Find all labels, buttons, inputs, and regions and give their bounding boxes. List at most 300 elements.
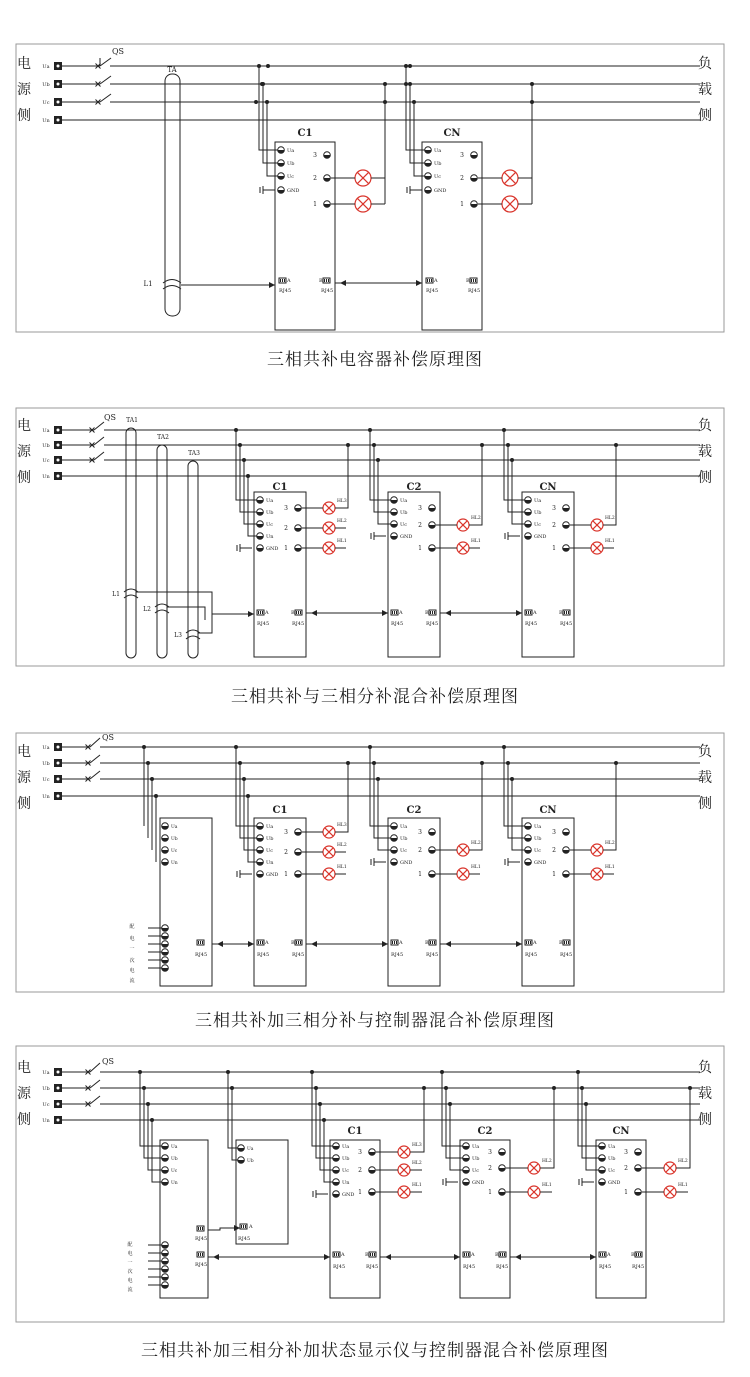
rj-label: B: [495, 1252, 499, 1258]
switch-blade: [90, 1096, 100, 1104]
qs-label: QS: [103, 413, 117, 422]
output-terminal: [429, 829, 436, 836]
junction-dot: [242, 458, 246, 462]
indicator-lamp-icon: [528, 1186, 540, 1198]
output-number: 1: [552, 545, 556, 552]
terminal-label: GND: [266, 872, 279, 878]
output-number: 2: [624, 1165, 628, 1172]
rj-label: RJ45: [257, 952, 270, 958]
controller-ct-terminal: [162, 1242, 169, 1249]
rj-label: RJ45: [391, 952, 404, 958]
output-number: 2: [552, 522, 556, 529]
output-number: 2: [552, 847, 556, 854]
capacitor-unit-box: [522, 818, 574, 986]
indicator-lamp-icon: [502, 170, 518, 186]
output-number: 3: [460, 152, 464, 159]
source-side-label: 源: [17, 444, 31, 460]
terminal-ub: [425, 160, 432, 167]
indicator-lamp-icon: [398, 1146, 410, 1158]
ct-label: TA1: [126, 417, 138, 424]
terminal-ua: [257, 497, 264, 504]
rj-label: RJ45: [195, 1262, 208, 1268]
lamp-label: HL3: [337, 823, 347, 828]
output-terminal: [563, 871, 570, 878]
terminal-label: Un: [266, 534, 274, 540]
switch-blade: [90, 755, 100, 763]
terminal-label: GND: [342, 1192, 355, 1198]
terminal-ub: [525, 835, 532, 842]
phase-label: Un: [42, 794, 50, 800]
wire: [228, 1072, 238, 1148]
source-side-label: 源: [17, 1086, 31, 1102]
bus-terminal-dot: [57, 762, 60, 765]
junction-dot: [480, 443, 484, 447]
junction-dot: [372, 761, 376, 765]
junction-dot: [260, 82, 264, 86]
terminal-label: Ua: [247, 1147, 254, 1152]
output-number: 2: [418, 847, 422, 854]
rj-label: RJ45: [560, 952, 573, 958]
junction-dot: [448, 1102, 452, 1106]
rj-label: RJ45: [333, 1264, 346, 1270]
arrow-head-icon: [269, 282, 275, 288]
terminal-un: [257, 533, 264, 540]
rj-label: B: [559, 940, 563, 946]
output-number: 1: [418, 545, 422, 552]
rj-label: RJ45: [525, 621, 538, 627]
rj-label: A: [399, 940, 403, 946]
phase-label: Ua: [42, 428, 50, 434]
terminal-label: Uc: [287, 174, 295, 180]
output-terminal: [324, 152, 331, 159]
bus-terminal-dot: [57, 83, 60, 86]
rj-label: A: [399, 610, 403, 616]
wire: [259, 66, 278, 150]
junction-dot: [444, 1086, 448, 1090]
junction-dot: [318, 1102, 322, 1106]
indicator-lamp-icon: [323, 826, 335, 838]
terminal-gnd: [278, 187, 285, 194]
output-terminal: [429, 545, 436, 552]
junction-dot: [614, 761, 618, 765]
terminal-label: GND: [608, 1180, 621, 1186]
junction-dot: [376, 458, 380, 462]
junction-dot: [230, 1086, 234, 1090]
terminal-ua: [525, 497, 532, 504]
terminal-uc: [278, 173, 285, 180]
terminal-un: [257, 859, 264, 866]
output-number: 3: [284, 829, 288, 836]
arrow-head-icon: [445, 941, 451, 947]
unit-name: CN: [443, 128, 461, 139]
arrow-head-icon: [515, 1254, 521, 1260]
terminal-label: Uc: [171, 849, 178, 854]
junction-dot: [242, 777, 246, 781]
junction-dot: [552, 1086, 556, 1090]
output-terminal: [295, 525, 302, 532]
ct-label: TA2: [157, 434, 169, 441]
terminal-gnd: [391, 859, 398, 866]
terminal-label: GND: [472, 1180, 485, 1186]
output-number: 1: [488, 1189, 492, 1196]
arrow-head-icon: [416, 280, 422, 286]
phase-label: Ub: [42, 443, 50, 449]
lamp-label: HL1: [337, 539, 347, 544]
terminal-label: Ub: [534, 836, 542, 842]
rj-label: A: [533, 940, 537, 946]
phase-label: Un: [42, 474, 50, 480]
load-side-label: 载: [698, 444, 712, 460]
terminal-label: Ub: [342, 1156, 350, 1162]
arrow-head-icon: [248, 941, 254, 947]
load-side-label: 负: [698, 1060, 712, 1076]
wire: [406, 66, 425, 150]
unit-name: CN: [539, 482, 557, 493]
wire: [450, 1104, 463, 1170]
rj-label: RJ45: [426, 952, 439, 958]
indicator-lamp-icon: [457, 868, 469, 880]
arrow-head-icon: [213, 1254, 219, 1260]
junction-dot: [146, 1102, 150, 1106]
rj-label: RJ45: [366, 1264, 379, 1270]
junction-dot: [408, 64, 412, 68]
ct-label: L1: [112, 591, 120, 598]
lamp-label: HL2: [471, 841, 481, 846]
junction-dot: [234, 428, 238, 432]
terminal-uc: [391, 847, 398, 854]
controller-ct-terminal: [162, 949, 169, 956]
output-number: 1: [284, 871, 288, 878]
ct-tube: [188, 461, 198, 658]
controller-ct-terminal: [162, 965, 169, 972]
rj-label: A: [471, 1252, 475, 1258]
terminal-un: [333, 1179, 340, 1186]
terminal-label: Uc: [266, 522, 274, 528]
ct-label: TA3: [188, 450, 200, 457]
output-terminal: [499, 1189, 506, 1196]
phase-label: Ua: [42, 745, 50, 751]
terminal-label: Uc: [400, 848, 408, 854]
capacitor-unit-box: [460, 1140, 510, 1298]
junction-dot: [372, 443, 376, 447]
junction-dot: [310, 1070, 314, 1074]
junction-dot: [346, 443, 350, 447]
junction-dot: [502, 745, 506, 749]
load-side-label: 侧: [698, 796, 712, 812]
terminal-ub: [333, 1155, 340, 1162]
bus-terminal-dot: [57, 101, 60, 104]
phase-label: Uc: [42, 1102, 50, 1108]
capacitor-unit-box: [330, 1140, 380, 1298]
rj-label: RJ45: [632, 1264, 645, 1270]
output-number: 1: [418, 871, 422, 878]
terminal-label: Ub: [534, 510, 542, 516]
unit-name: CN: [612, 1126, 630, 1137]
bus-terminal-dot: [57, 444, 60, 447]
wire: [248, 476, 257, 536]
qs-label: QS: [101, 1057, 115, 1066]
output-terminal: [563, 545, 570, 552]
rj-label: RJ45: [525, 952, 538, 958]
rj-label: B: [291, 610, 295, 616]
wire: [586, 1104, 599, 1170]
controller-terminal: [162, 1167, 169, 1174]
terminal-label: Ub: [472, 1156, 480, 1162]
junction-dot: [404, 82, 408, 86]
terminal-ub: [391, 509, 398, 516]
controller-terminal: [162, 847, 169, 854]
rj-label: B: [425, 610, 429, 616]
source-side-label: 源: [17, 770, 31, 786]
lamp-label: HL1: [678, 1183, 688, 1188]
switch-blade: [94, 452, 104, 460]
lamp-label: HL1: [542, 1183, 552, 1188]
output-terminal: [429, 505, 436, 512]
terminal-uc: [391, 521, 398, 528]
terminal-label: Uc: [608, 1168, 616, 1174]
output-terminal: [369, 1167, 376, 1174]
junction-dot: [506, 761, 510, 765]
terminal-label: Ua: [434, 148, 442, 154]
rj-label: A: [265, 610, 269, 616]
output-number: 3: [284, 505, 288, 512]
terminal-uc: [425, 173, 432, 180]
terminal-label: Un: [266, 860, 274, 866]
arrow-head-icon: [311, 610, 317, 616]
terminal-ub: [599, 1155, 606, 1162]
terminal-label: Ub: [434, 161, 442, 167]
rj-label: B: [365, 1252, 369, 1258]
junction-dot: [376, 777, 380, 781]
junction-dot: [422, 1086, 426, 1090]
terminal-label: GND: [266, 546, 279, 552]
lamp-label: HL3: [337, 499, 347, 504]
switch-blade: [100, 76, 111, 84]
source-side-label: 电: [17, 56, 31, 72]
terminal-label: Ua: [171, 825, 178, 830]
phase-label: Ua: [42, 64, 50, 70]
output-number: 2: [358, 1167, 362, 1174]
terminal-ua: [391, 823, 398, 830]
terminal-label: Un: [342, 1180, 350, 1186]
rj-label: A: [533, 610, 537, 616]
terminal-label: GND: [534, 860, 547, 866]
bus-terminal-dot: [57, 1119, 60, 1122]
output-terminal: [295, 505, 302, 512]
rj-label: A: [607, 1252, 611, 1258]
junction-dot: [246, 794, 250, 798]
output-terminal: [295, 849, 302, 856]
terminal-gnd: [463, 1179, 470, 1186]
indicator-lamp-icon: [591, 844, 603, 856]
bus-terminal-dot: [57, 1087, 60, 1090]
terminal-label: GND: [287, 188, 300, 194]
wire: [480, 763, 482, 850]
output-terminal: [499, 1149, 506, 1156]
controller-label: 一: [129, 946, 135, 952]
rj-label: A: [434, 278, 438, 284]
switch-blade: [90, 1080, 100, 1088]
load-side-label: 载: [698, 82, 712, 98]
rj-label: B: [291, 940, 295, 946]
controller-label: 一: [127, 1260, 133, 1266]
terminal-label: Uc: [171, 1169, 178, 1174]
output-terminal: [429, 847, 436, 854]
controller-terminal: [162, 823, 169, 830]
indicator-lamp-icon: [398, 1164, 410, 1176]
wire: [144, 1088, 162, 1158]
terminal-label: GND: [534, 534, 547, 540]
bus-terminal-dot: [57, 746, 60, 749]
output-terminal: [499, 1165, 506, 1172]
phase-label: Uc: [42, 100, 50, 106]
junction-dot: [266, 64, 270, 68]
output-number: 2: [418, 522, 422, 529]
ct-tube: [126, 428, 136, 658]
wire: [410, 84, 425, 163]
wire: [552, 1088, 554, 1168]
controller-label: 次: [127, 1269, 133, 1275]
terminal-uc: [257, 847, 264, 854]
arrow-head-icon: [382, 941, 388, 947]
output-terminal: [471, 175, 478, 182]
terminal-label: Uc: [400, 522, 408, 528]
wire: [248, 796, 257, 862]
capacitor-unit-box: [388, 492, 440, 657]
controller-label: 次: [129, 958, 135, 964]
source-side-label: 侧: [17, 108, 31, 124]
indicator-lamp-icon: [323, 502, 335, 514]
output-terminal: [635, 1189, 642, 1196]
source-side-label: 电: [17, 418, 31, 434]
ct-label: L2: [143, 606, 151, 613]
lamp-label: HL2: [678, 1159, 688, 1164]
junction-dot: [150, 777, 154, 781]
controller-ct-terminal: [162, 941, 169, 948]
output-number: 1: [284, 545, 288, 552]
junction-dot: [688, 1086, 692, 1090]
arrow-head-icon: [382, 610, 388, 616]
source-side-label: 源: [17, 82, 31, 98]
capacitor-unit-box: [254, 818, 306, 986]
arrow-head-icon: [324, 1254, 330, 1260]
junction-dot: [238, 761, 242, 765]
rj-label: RJ45: [599, 1264, 612, 1270]
terminal-label: GND: [400, 860, 413, 866]
unit-name: C1: [297, 128, 313, 139]
lamp-label: HL2: [605, 516, 615, 521]
wire: [140, 1072, 162, 1146]
unit-name: C1: [272, 482, 288, 493]
output-terminal: [635, 1165, 642, 1172]
junction-dot: [530, 100, 534, 104]
ct-label: L3: [174, 632, 182, 639]
junction-dot: [368, 428, 372, 432]
terminal-ub: [525, 509, 532, 516]
lamp-label: HL1: [605, 539, 615, 544]
wire: [236, 747, 257, 826]
output-number: 2: [488, 1165, 492, 1172]
rj-label: RJ45: [468, 288, 481, 294]
terminal-ua: [257, 823, 264, 830]
output-number: 3: [488, 1149, 492, 1156]
wire: [614, 445, 616, 525]
terminal-gnd: [333, 1191, 340, 1198]
terminal-ua: [278, 147, 285, 154]
unit-name: C2: [477, 1126, 493, 1137]
indicator-lamp-icon: [502, 196, 518, 212]
wire: [614, 763, 616, 850]
terminal-label: Ua: [472, 1144, 480, 1150]
terminal-ua: [391, 497, 398, 504]
terminal-ua: [525, 823, 532, 830]
wire: [480, 445, 482, 525]
caption-diagram-1: 三相共补电容器补偿原理图: [267, 350, 483, 370]
lamp-label: HL1: [337, 865, 347, 870]
output-number: 2: [284, 525, 288, 532]
rj-label: B: [559, 610, 563, 616]
terminal-label: Ua: [400, 824, 408, 830]
unit-name: C2: [406, 482, 422, 493]
load-side-label: 负: [698, 418, 712, 434]
indicator-lamp-icon: [528, 1162, 540, 1174]
phase-label: Ua: [42, 1070, 50, 1076]
rj-label: RJ45: [279, 288, 292, 294]
junction-dot: [146, 761, 150, 765]
controller-ct-terminal: [162, 1266, 169, 1273]
wire: [504, 430, 525, 500]
lamp-label: HL1: [605, 865, 615, 870]
state-display-terminal: [238, 1157, 245, 1164]
arrow-head-icon: [385, 1254, 391, 1260]
terminal-ub: [463, 1155, 470, 1162]
source-side-label: 侧: [17, 470, 31, 486]
bus-terminal-dot: [57, 1071, 60, 1074]
output-terminal: [369, 1189, 376, 1196]
rj-label: RJ45: [292, 952, 305, 958]
junction-dot: [510, 777, 514, 781]
terminal-label: Un: [171, 861, 178, 866]
bus-terminal-dot: [57, 795, 60, 798]
terminal-label: Ua: [266, 824, 274, 830]
arrow-head-icon: [234, 1225, 240, 1231]
terminal-label: Uc: [472, 1168, 480, 1174]
terminal-label: Uc: [266, 848, 274, 854]
indicator-lamp-icon: [323, 846, 335, 858]
terminal-label: Uc: [434, 174, 442, 180]
wire: [378, 779, 391, 850]
indicator-lamp-icon: [457, 844, 469, 856]
rj-label: RJ45: [238, 1236, 251, 1242]
unit-name: CN: [539, 805, 557, 816]
rj-label: RJ45: [195, 1236, 208, 1242]
switch-blade: [90, 1063, 100, 1072]
ct-label: L1: [143, 280, 153, 288]
terminal-gnd: [525, 859, 532, 866]
output-number: 1: [624, 1189, 628, 1196]
capacitor-unit-box: [422, 142, 482, 330]
junction-dot: [142, 1086, 146, 1090]
bus-terminal-dot: [57, 459, 60, 462]
wire: [136, 592, 254, 614]
controller-label: 电: [127, 1251, 133, 1257]
controller-ct-terminal: [162, 1282, 169, 1289]
state-display-box: [236, 1140, 288, 1244]
indicator-lamp-icon: [664, 1162, 676, 1174]
terminal-gnd: [257, 545, 264, 552]
wire: [442, 1072, 463, 1146]
caption-diagram-3: 三相共补加三相分补与控制器混合补偿原理图: [195, 1011, 555, 1031]
